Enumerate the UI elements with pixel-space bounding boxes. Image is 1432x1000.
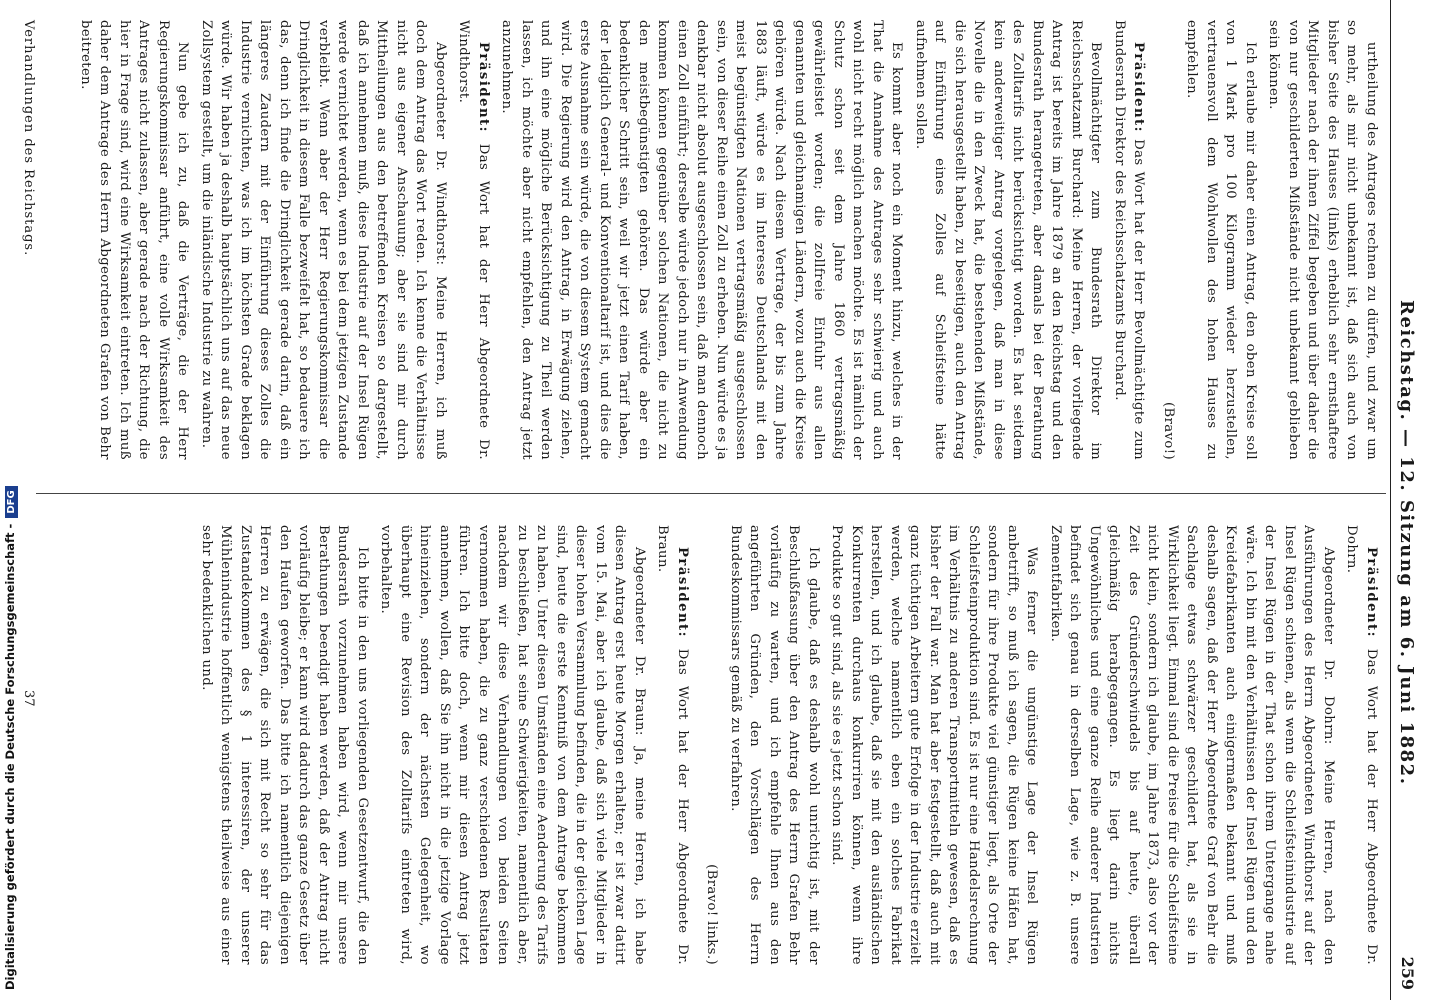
paragraph-text: Das Wort hat der Herr Abgeordnete Dr. Windthorst. <box>456 20 491 460</box>
paragraph-text: Das Wort hat der Herr Abgeordnete Dr. Dohrn. <box>1344 525 1379 965</box>
footer-right: 37 <box>21 690 36 707</box>
applause-note: (Bravo!) <box>1161 401 1176 460</box>
page-title: Reichstag. — 12. Sitzung am 6. Juni 1882. <box>1396 300 1417 786</box>
paragraph-text: Abgeordneter Dr. Dohrn: Meine Herren, nach den Ausführungen des Herrn Abgeordneten Windthorst auf der Insel Rügen schienen, als wenn die Schleifsteinindustrie auf der Insel Rügen in der That schon ihrem Untergange nahe wäre. Ich bin mit den Verhältnissen der Insel Rügen und den Kreidefabrikanten auch einigermaßen bekannt und muß deshalb sagen, daß der Herr Abgeordnete Graf von Behr die Sachlage etwas schwärzer geschildert hat, als sie in Wirklichkeit liegt. Einmal sind die Preise für die Schleifsteine nicht klein, sondern ich glaube, im Jahre 1873, also vor der Zeit des Gründerschwindels bis auf heute, überall gleichmäßig herabgegangen. Es liegt darin nichts Ungewöhnliches und eine ganze Reihe anderer Industrien befindet sich genau in derselben Lage, wie z. B. unsere Zementfabriken. <box>1048 525 1336 965</box>
paragraph <box>76 20 193 460</box>
digitization-credit-text: Digitalisierung gefördert durch die Deutsche Forschungsgemeinschaft - <box>3 523 17 990</box>
paragraph <box>1264 20 1381 460</box>
paragraph <box>197 20 451 460</box>
paragraph-text: Nun gebe ich zu, daß die Verträge, die der Herr Regierungskommissar anführt, eine volle Wirksamkeit des Antrages nicht zulassen, aber gerade nach der Richtung, die hier in Frage sind, wird eine Wirksamkeit eintreten. Ich muß daher dem Antrage des Herrn Abgeordneten Grafen von Behr beitreten. <box>78 20 191 460</box>
paragraph <box>376 525 649 965</box>
paragraph-text: Was ferner die ungünstige Lage der Insel Rügen anbetrifft, so muß ich sagen, die Rügen keine Häfen hat, sondern für ihre Produkte viel günstiger liegt, als Orte der Schleifsteinproduktion sind. Es ist nur eine Handelsrechnung im Verhältnis zu anderen Transportmitteln gewesen, daß es bisher der Fall war. Man hat aber festgestellt, daß auch mit ganz tüchtigen Arbeitern gute Erfolge in der Industrie erzielt werden, welche namentlich eben ein solches Fabrikat herstellen, und ich glaube, daß sie mit den ausländischen Konkurrenten durchaus konkurriren können, wenn ihre Produkte so gut sind, als sie es jetzt schon sind. <box>829 525 1040 965</box>
dfg-logo: DFG <box>5 486 18 517</box>
speaker-label: Präsident: <box>476 42 491 134</box>
footer-left: Verhandlungen des Reichstags. <box>21 20 36 257</box>
paragraph <box>726 525 824 965</box>
speaker-label: Präsident: <box>1364 547 1379 639</box>
speaker-label: Präsident: <box>675 547 690 639</box>
paragraph-text: Abgeordneter Dr. Braun: Ja, meine Herren, ich habe diesen Antrag erst heute Morgen erhalten; er ist zwar datirt vom 15. Mai, aber ich glaube, daß sich viele Mitglieder in dieser hohen Versammlung befinden, die in der gleichen Lage sind, heute die erste Kenntniß von dem Antrage bekommen zu haben. Unter diesen Umständen eine Aenderung des Tarifs zu beschließen, hat seine Schwierigkeiten, namentlich aber, nachdem wir diese Verhandlungen von beiden Seiten vernommen haben, die zu ganz verschiedenen Resultaten führen. Ich bitte doch, wenn mir diesen Antrag jetzt annehmen, wollen, daß Sie ihn nicht in die jetzige Vorlage hineinziehen, sondern der nächsten Gelegenheit, wo überhaupt eine Revision des Zolltarifs eintreten wird, vorbehalten. <box>378 525 647 965</box>
speaker-label: Präsident: <box>1131 42 1147 134</box>
paragraph <box>911 20 1106 460</box>
page-header <box>1390 0 1421 1000</box>
left-column <box>41 20 1381 460</box>
paragraph <box>1342 525 1381 965</box>
page-number: 259 <box>1398 956 1417 990</box>
paragraph <box>827 525 1042 965</box>
paragraph-text: urtheilung des Antrages rechnen zu dürfen, und zwar um so mehr, als mir nicht unbekannt ist, daß sich auch von bisher Seite des Hauses (links) erheblich sehr ernsthaftere Mitglieder nach der ihnen Ziffel begeben und über daher die von nur geschilderten Mißstände nicht unbekannt geblieben sein können. <box>1266 20 1379 460</box>
paragraph-text: Ich erlaube mir daher einen Antrag, den oben Kreise soll von 1 Mark pro 100 Kilogramm wieder herzustellen, vertrauensvoll dem Wohlwollen des hohen Hauses zu empfehlen. <box>1184 20 1258 460</box>
paragraph <box>197 525 373 965</box>
paragraph-text: Es kommt aber noch ein Moment hinzu, welches in der That die Annahme des Antrages sehr schwierig und auch wohl nicht recht möglich machen möchte. Es ist nämlich der Schutz schon seit dem Jahre 1860 vertragsmäßig gewährleistet worden; die zollfreie Einfuhr aus allen genannten und gleichnamigen Ländern, wozu auch die Kreise gehören würde. Nach diesem Vertrage, der bis zum Jahre 1883 läuft, würde es im Interesse Deutschlands mit den meist begünstigten Nationen vertragsmäßig ausgeschlossen sein, von dieser Reihe einen Zoll zu erheben. Nun würde es ja denkbar nicht absolut ausgeschlossen sein, daß man dennoch einen Zoll einführt; derselbe würde jedoch nur in Anwendung kommen können gegenüber solchen Nationen, die nicht zu den meistbegünstigten gehören. Das würde aber ein bedenklicher Schritt sein, weil wir jetzt einen Tarif haben, der lediglich General- und Konventionaltarif ist, und dies die erste Ausnahme sein würde, die von diesem System gemacht wird. Die Regierung wird den Antrag, in Erwägung ziehen, und ihn eine mögliche Berücksichtigung zu Theil werden lassen, ich möchte aber nicht empfehlen, den Antrag jetzt anzunehmen. <box>499 20 905 460</box>
paragraph-text: Bevollmächtigter zum Bundesrath Direktor im Reichsschatzamt Burchard: Meine Herren, der vorliegende Antrag ist bereits im Jahre 1879 an den Reichstag und den Bundesrath herangetreten, aber damals bei der Berathung des Zolltarifs nicht berücksichtigt worden. Es hat seitdem kein anderweitiger Antrag vorgelegen, daß man in diese Novelle die in den Zweck hat, die bestehenden Mißstände, die sich herausgestellt haben, zu beseitigen, auch den Antrag auf Einführung eines Zolles auf Schleifsteine hätte aufnehmen sollen. <box>913 20 1104 460</box>
paragraph <box>1110 20 1149 460</box>
paragraph <box>653 525 692 965</box>
paragraph <box>1182 20 1260 460</box>
paragraph-text: Das Wort hat der Herr Bevollmächtigte zum Bundesrath Direktor des Reichsschatzamts Burchard. <box>1112 20 1147 460</box>
applause-note: (Bravo! links.) <box>704 864 720 965</box>
paragraph-text: Ich glaube, daß es deshalb wohl unrichtig ist, mit der Beschlußfassung über den Antrag des Herrn Grafen Behr vorläufig zu warten, und ich empfehle Ihnen aus den angeführten Gründen, den Vorschlägen des Herrn Bundeskommissars gemäß zu verfahren. <box>728 525 821 965</box>
paragraph <box>497 20 907 460</box>
paragraph-text: Abgeordneter Dr. Windthorst: Meine Herren, ich muß doch dem Antrag das Wort reden. Ich kenne die Verhältnisse nicht aus eigener Anschauung; aber sie sind mir durch Mittheilungen aus den betreffenden Kreisen so dargestellt, daß ich annehmen muß, diese Industrie auf der Insel Rügen werde vernichtet werden, wenn es bei dem jetzigen Zustande verbleibt. Wenn aber der Herr Regierungskommissar die Dringlichkeit in diesem Falle bezweifelt hat, so bedauere ich das, denn ich finde die Dringlichkeit gerade darin, daß ein längeres Zaudern mit der Einführung dieses Zolles die Industrie vernichten, was ich im höchsten Grade beklagen würde. Wir haben ja deshalb hauptsächlich uns auf das neue Zollsystem gestellt, um die inländische Industrie zu wahren. <box>199 20 448 460</box>
paragraph-text: Das Wort hat der Herr Abgeordnete Dr. Braun. <box>655 525 690 965</box>
right-column <box>41 525 1381 965</box>
column-divider <box>36 493 1386 494</box>
paragraph <box>454 20 493 460</box>
paragraph-text: Ich bitte in den uns vorliegenden Gesetzentwurf, die den Bundesrath vorzunehmen haben wird, wenn mir unsere Berathungen beendigt haben werden, daß der Antrag nicht vorläufig bleibe; er kann wird dadurch das ganze Gesetz über den Haufen geworfen. Das bitte ich namentlich diejenigen Herren zu erwägen, die sich mit Recht so sehr für das Zustandekommen des § 1 interessiren, der unserer Mühlenindustrie hoffentlich wenigstens theilweise aus einer sehr bedenklichen und. <box>199 525 370 965</box>
paragraph <box>1046 525 1339 965</box>
rotated-document <box>11 0 1421 1000</box>
